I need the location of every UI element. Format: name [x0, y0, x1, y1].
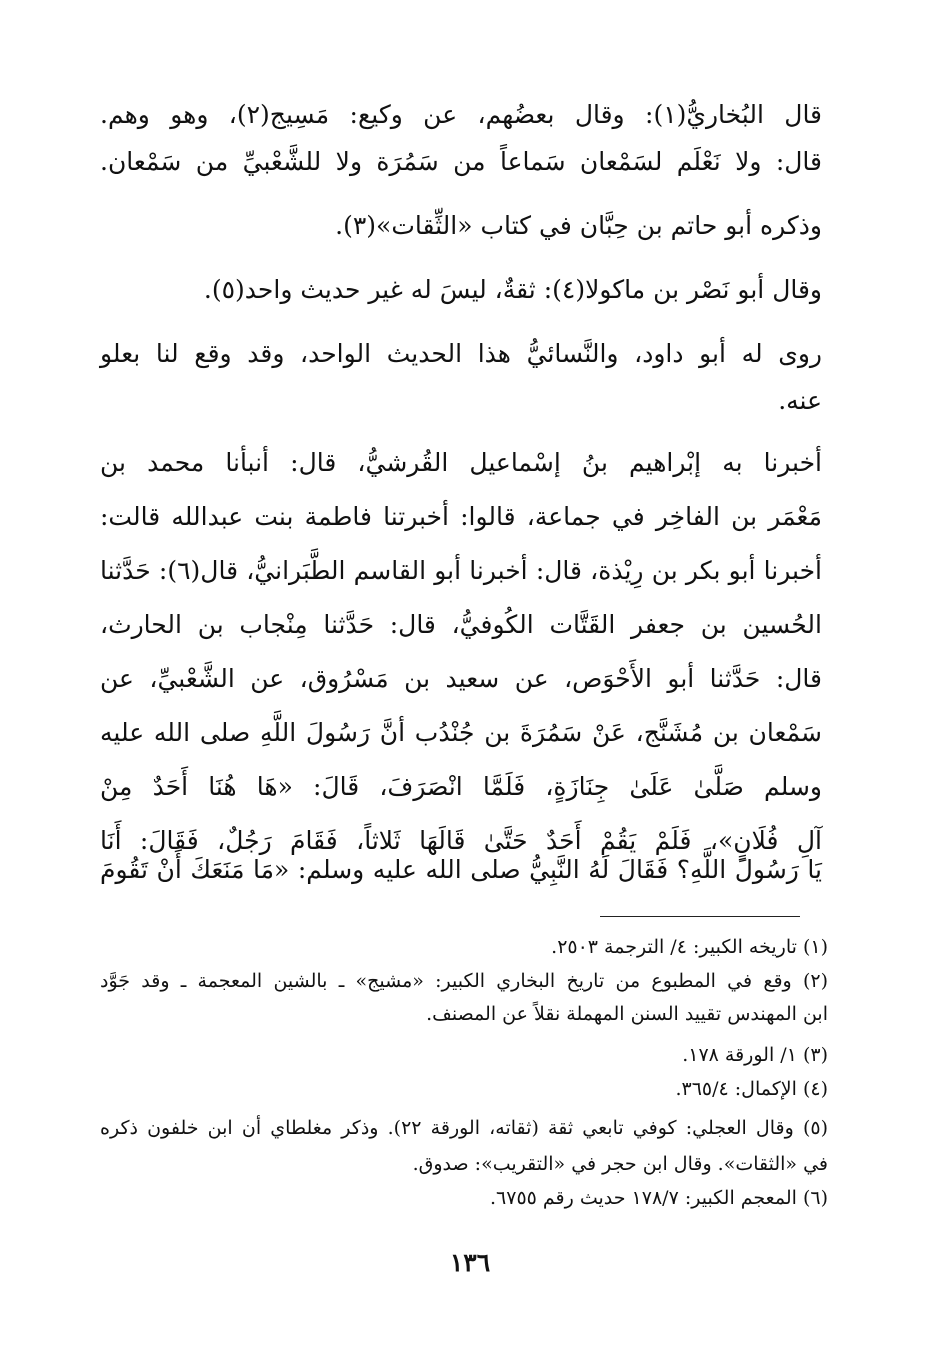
- body-line: آلِ فُلَانٍ»، فَلَمْ يَقُمْ أَحَدٌ حَتَّىٰ قَالَهَا ثَلاثاً، فَقَامَ رَجُلٌ، فَقَالَ: أَنَا: [100, 826, 822, 855]
- body-line: عنه.: [778, 386, 822, 415]
- body-line: روى له أبو داود، والنَّسائيُّ هذا الحديث الواحد، وقد وقع لنا بعلو: [100, 339, 822, 368]
- footnote-line: في «الثقات». وقال ابن حجر في «التقريب»: صدوق.: [412, 1153, 828, 1175]
- body-line: وذكره أبو حاتم بن حِبَّان في كتاب «الثِّقات»(٣).: [335, 211, 822, 240]
- footnote-line: (٦) المعجم الكبير: ١٧٨/٧ حديث رقم ٦٧٥٥.: [489, 1187, 828, 1209]
- footnote-line: (٥) وقال العجلي: كوفي تابعي ثقة (ثقاته، الورقة ٢٢). وذكر مغلطاي أن ابن خلفون ذكره: [100, 1117, 828, 1139]
- footnote-line: ابن المهندس تقييد السنن المهملة نقلاً عن المصنف.: [426, 1003, 828, 1025]
- body-line: قال: حَدَّثنا أبو الأَحْوَص، عن سعيد بن مَسْرُوق، عن الشَّعْبيِّ، عن: [100, 664, 822, 693]
- body-line: قال: ولا نَعْلَم لسَمْعان سَماعاً من سَمُرَة ولا للشَّعْبيِّ من سَمْعان.: [100, 147, 822, 176]
- body-line: قال البُخاريُّ(١): وقال بعضُهم، عن وكيع: مَسِيج(٢)، وهو وهم.: [100, 100, 823, 129]
- body-line: أخبرنا به إبْراهيم بنُ إسْماعيل القُرشيُّ، قال: أنبأنا محمد بن: [100, 448, 822, 477]
- body-line: وقال أبو نَصْر بن ماكولا(٤): ثقةٌ، ليسَ له غير حديث واحد(٥).: [203, 275, 822, 304]
- footnote-line: (٤) الإكمال: ٣٦٥/٤.: [675, 1078, 828, 1100]
- footnote-line: (٣) ١/ الورقة ١٧٨.: [682, 1044, 828, 1066]
- body-line: أخبرنا أبو بكر بن رِيْذة، قال: أخبرنا أبو القاسم الطَّبَرانيُّ، قال(٦): حَدَّثنا: [100, 556, 823, 585]
- page-number: ١٣٦: [449, 1248, 491, 1277]
- footnote-line: (٢) وقع في المطبوع من تاريخ البخاري الكبير: «مشيج» ـ بالشين المعجمة ـ وقد جَوَّد: [100, 970, 828, 992]
- body-line: الحُسين بن جعفر القَتَّات الكُوفيُّ، قال: حَدَّثنا مِنْجاب بن الحارث،: [100, 610, 822, 639]
- body-line: وسلم صَلَّىٰ عَلَىٰ جِنَازَةٍ، فَلَمَّا انْصَرَفَ، قَالَ: «هَا هُنَا أَحَدٌ مِنْ: [100, 772, 822, 801]
- body-line: مَعْمَر بن الفاخِر في جماعة، قالوا: أخبرتنا فاطمة بنت عبدالله قالت:: [100, 502, 822, 531]
- body-line: يَا رَسُولَ اللَّهِ؟ فَقَالَ لَهُ النَّبِيُّ صلى الله عليه وسلم: «مَا مَنَعَكَ أَنْ تَقُومَ: [100, 855, 822, 884]
- footnote-separator: [600, 916, 800, 917]
- body-line: سَمْعان بن مُشَنَّج، عَنْ سَمُرَةَ بن جُنْدُب أنَّ رَسُولَ اللَّهِ صلى الله عليه: [100, 718, 822, 747]
- footnote-line: (١) تاريخه الكبير: ٤/ الترجمة ٢٥٠٣.: [551, 936, 828, 958]
